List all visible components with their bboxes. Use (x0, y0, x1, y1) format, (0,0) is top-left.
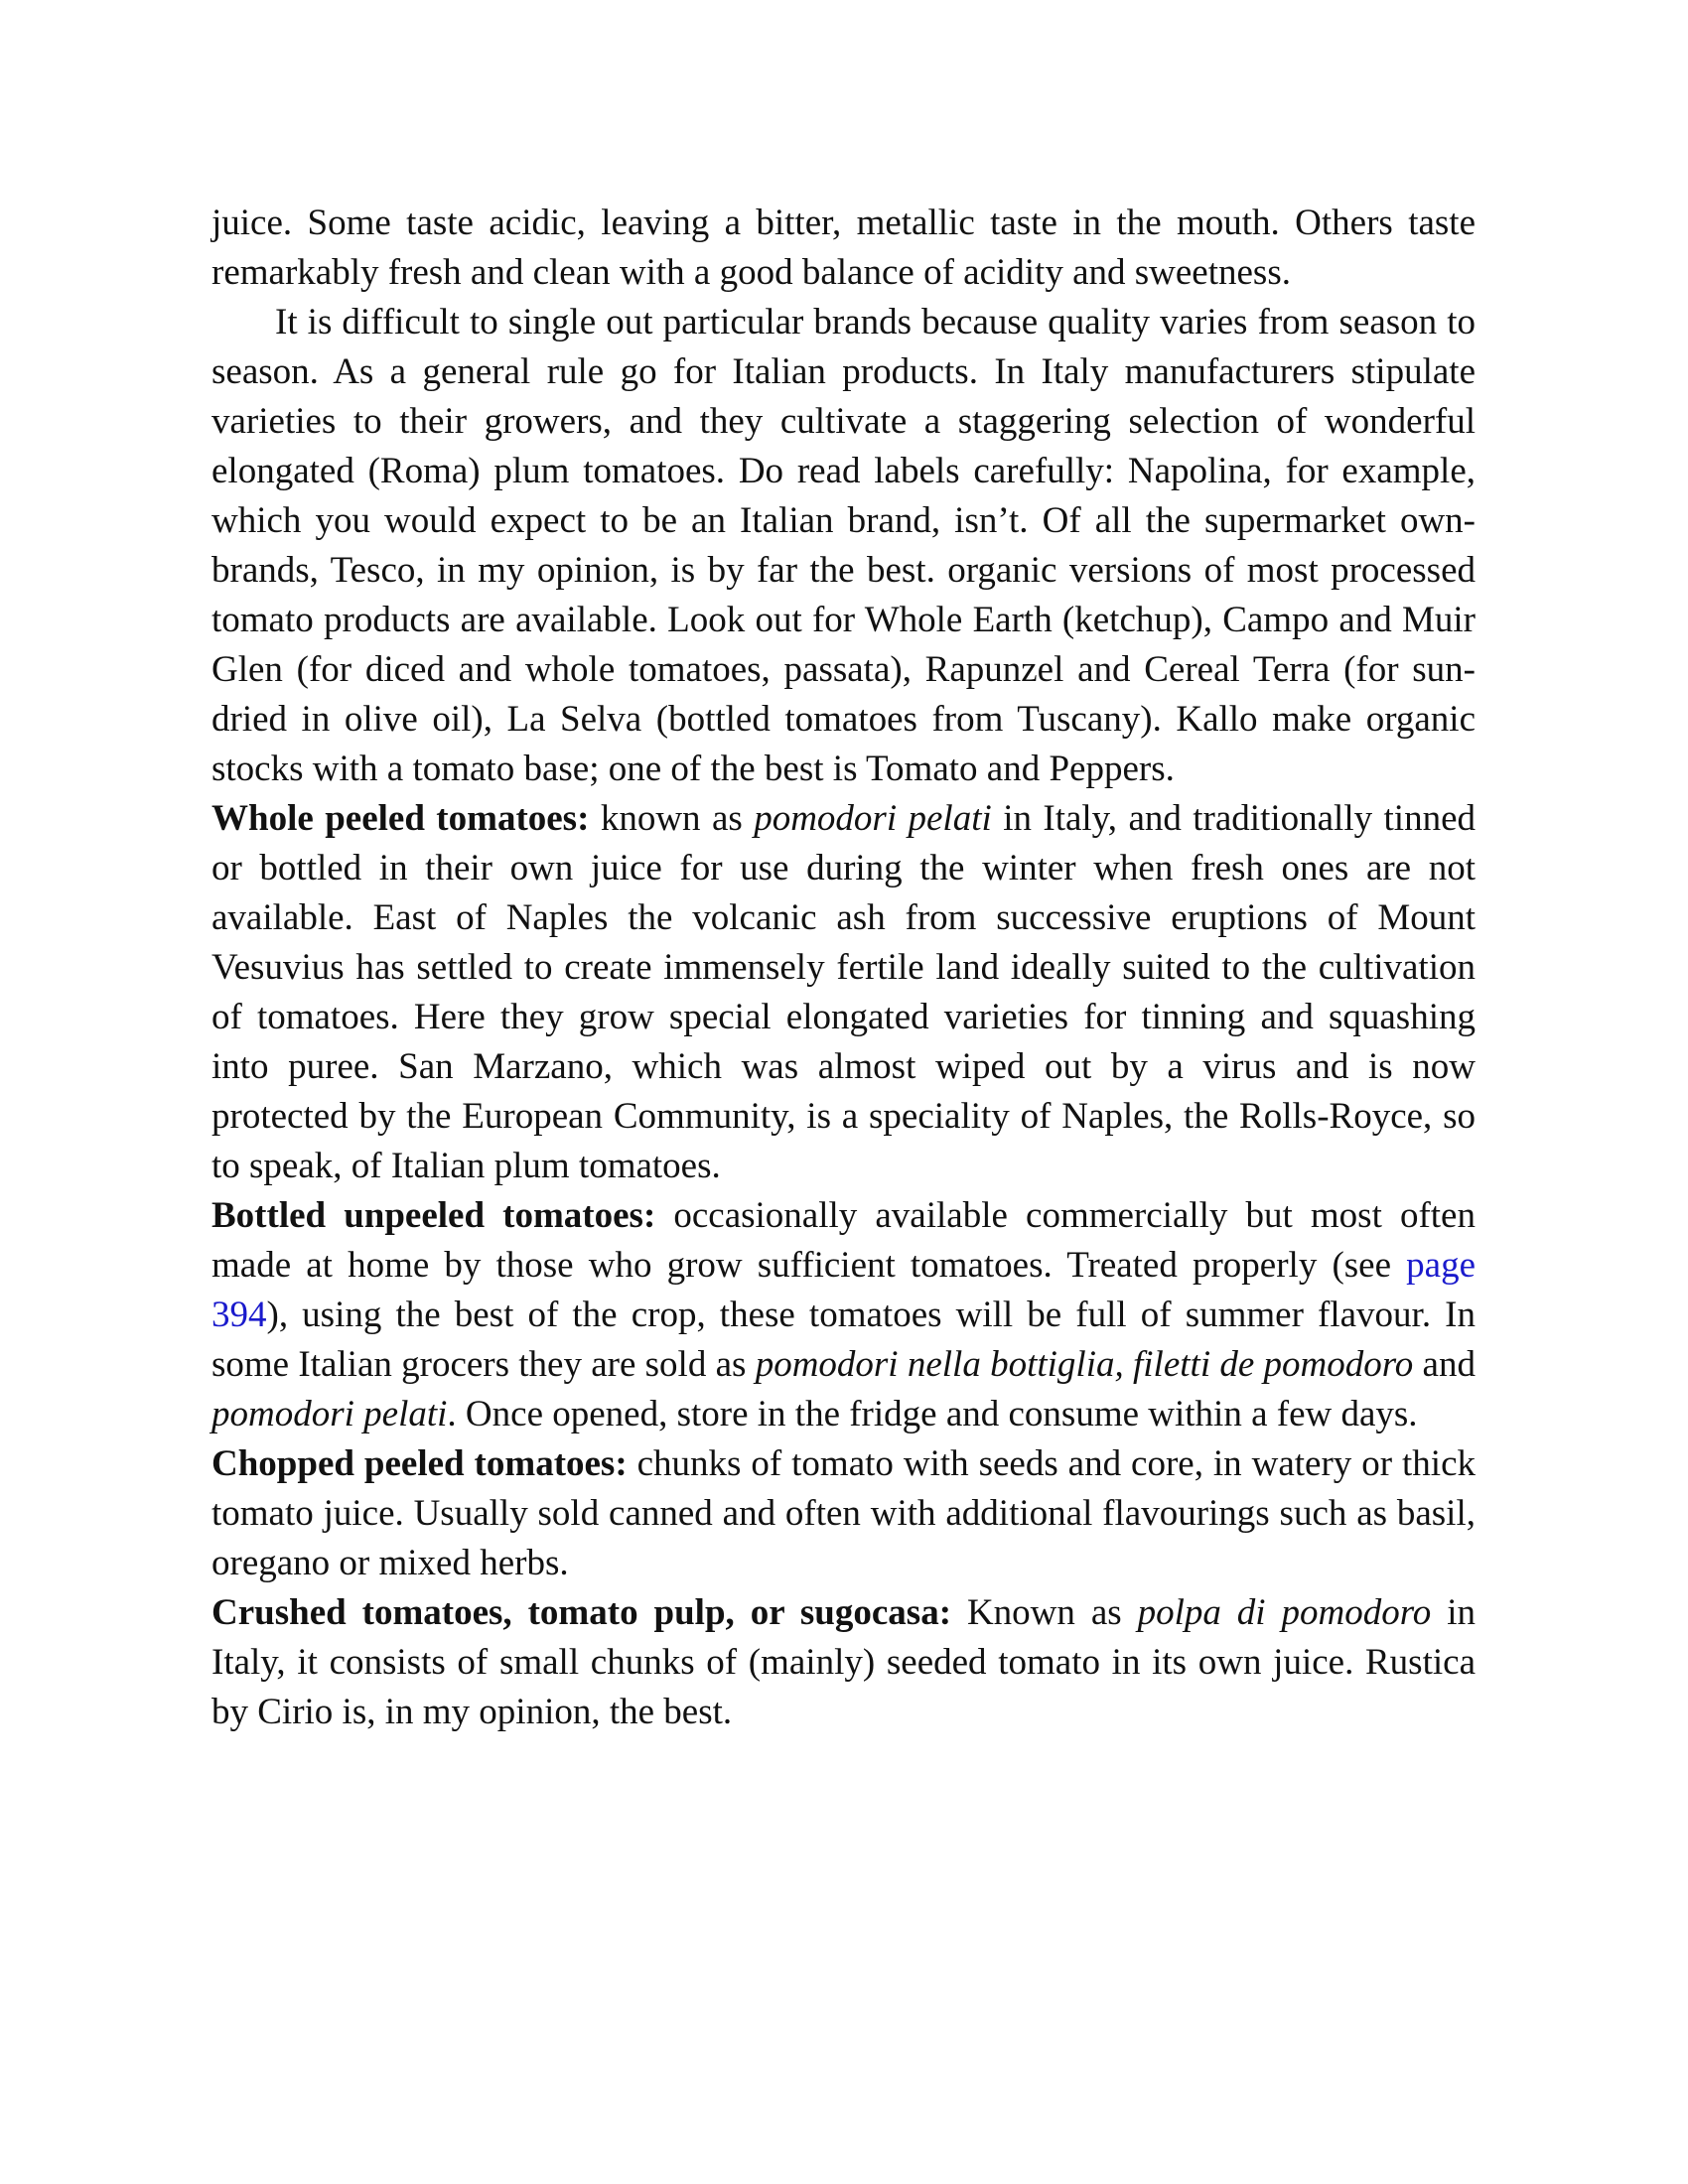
entry-italic-term: pomodori pelati (754, 798, 992, 839)
paragraph-juice-continuation (211, 199, 1476, 298)
entry-term: Whole peeled tomatoes: (211, 798, 590, 839)
entry-italic-term: pomodori nella bottiglia, filetti de pomodoro (755, 1344, 1414, 1385)
entry-text: in Italy, it consists of small chunks of (mainly) seeded tomato in its own juice. Rustica by Cirio is, in my opinion, the best. (211, 1592, 1476, 1732)
entry-italic-term: polpa di pomodoro (1137, 1592, 1432, 1633)
entry-term: Chopped peeled tomatoes: (211, 1443, 628, 1484)
document-page (211, 199, 1476, 1737)
entry-text: known as (589, 798, 755, 839)
entry-bottled-unpeeled-tomatoes (211, 1191, 1476, 1439)
entry-italic-term: pomodori pelati (211, 1394, 448, 1434)
entry-whole-peeled-tomatoes (211, 794, 1476, 1191)
entry-term: Bottled unpeeled tomatoes: (211, 1195, 656, 1236)
page-reference-link[interactable]: page 394 (211, 1245, 1476, 1335)
entry-text: Known as (951, 1592, 1138, 1633)
entry-text: occasionally available commercially but most often made at home by those who grow sufficient tomatoes. Treated properly (see (211, 1195, 1476, 1286)
paragraph-text: It is difficult to single out particular brands because quality varies from season to season. As a general rule go for Italian products. In Italy manufacturers stipulate varieties to their growers, and they cultivate a staggering selection of wonderful elongated (Roma) plum tomatoes. Do read labels carefully: Napolina, for example, which you would expect to be an Italian brand, isn’t. Of all the supermarket own-brands, Tesco, in my opinion, is by far the best. organic versions of most processed tomato products are available. Look out for Whole Earth (ketchup), Campo and Muir Glen (for diced and whole tomatoes, passata), Rapunzel and Cereal Terra (for sun-dried in olive oil), La Selva (bottled tomatoes from Tuscany). Kallo make organic stocks with a tomato base; one of the best is Tomato and Peppers. (211, 302, 1476, 789)
entry-text: in Italy, and traditionally tinned or bottled in their own juice for use during the winter when fresh ones are not available. East of Naples the volcanic ash from successive eruptions of Mount Vesuvius has settled to create immensely fertile land ideally suited to the cultivation of tomatoes. Here they grow special elongated varieties for tinning and squashing into puree. San Marzano, which was almost wiped out by a virus and is now protected by the European Community, is a speciality of Naples, the Rolls-Royce, so to speak, of Italian plum tomatoes. (211, 798, 1477, 1186)
paragraph-text: juice. Some taste acidic, leaving a bitter, metallic taste in the mouth. Others taste remarkably fresh and clean with a good balance of acidity and sweetness. (211, 203, 1476, 293)
paragraph-brands (211, 298, 1476, 794)
entry-text: ), using the best of the crop, these tomatoes will be full of summer flavour. In some Italian grocers they are sold as (211, 1295, 1476, 1385)
entry-text: . Once opened, store in the fridge and consume within a few days. (447, 1394, 1418, 1434)
entry-text: chunks of tomato with seeds and core, in watery or thick tomato juice. Usually sold canned and often with additional flavourings such as basil, oregano or mixed herbs. (211, 1443, 1476, 1583)
entry-chopped-peeled-tomatoes (211, 1439, 1476, 1588)
entry-crushed-tomatoes (211, 1588, 1476, 1737)
entry-term: Crushed tomatoes, tomato pulp, or sugocasa: (211, 1592, 952, 1633)
entry-text: and (1413, 1344, 1476, 1385)
